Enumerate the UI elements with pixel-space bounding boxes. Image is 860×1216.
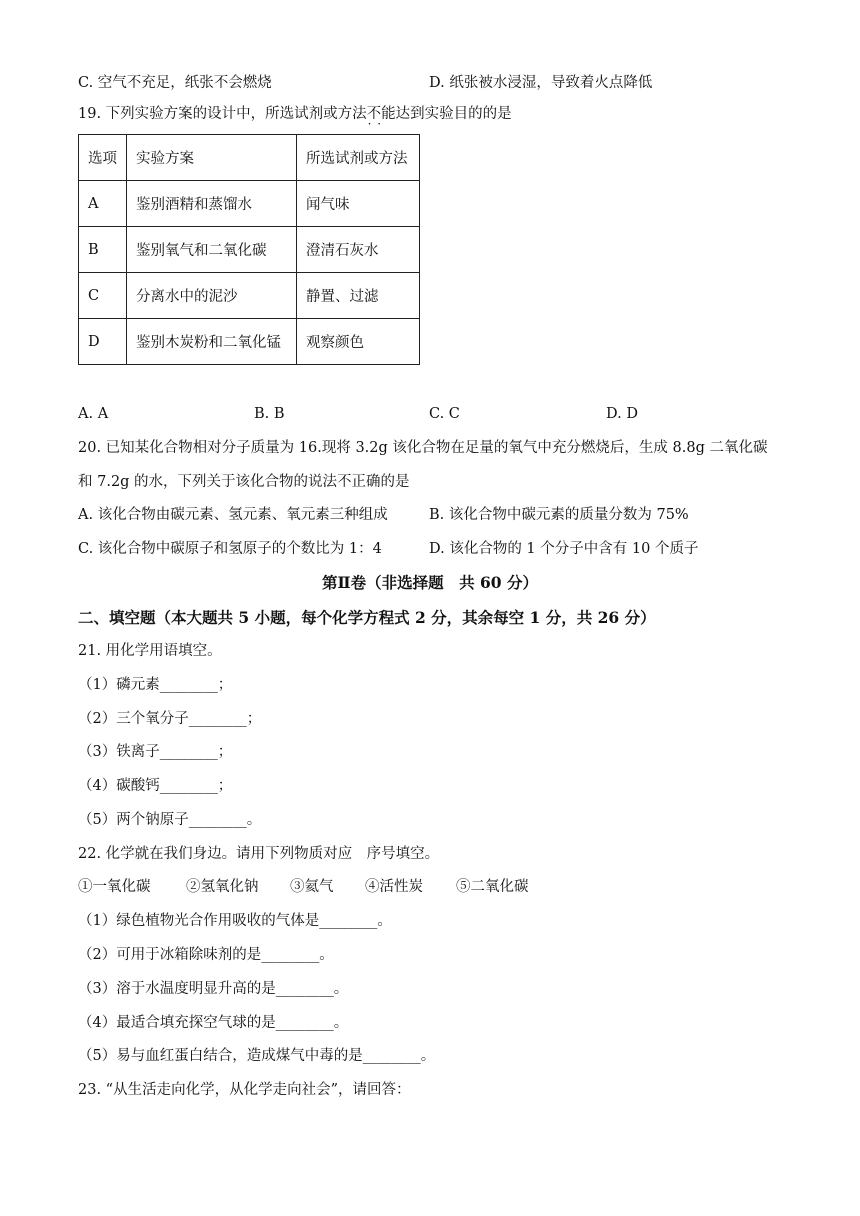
table-cell: 闻气味 <box>297 181 420 227</box>
q20-stem-line2: 和 7.2g 的水，下列关于该化合物的说法不正确的是 <box>78 474 410 490</box>
q21-item: （3）铁离子________； <box>78 744 233 760</box>
q22-item: （4）最适合填充探空气球的是________。 <box>78 1015 349 1031</box>
table-header-cell: 所选试剂或方法 <box>297 135 420 181</box>
table-cell: B <box>79 227 127 273</box>
q18-option-d: D. 纸张被水浸湿，导致着火点降低 <box>429 75 653 91</box>
table-cell: 静置、过滤 <box>297 273 420 319</box>
table-cell: 鉴别木炭粉和二氧化锰 <box>127 319 297 365</box>
table-row <box>79 181 420 227</box>
table-cell: C <box>79 273 127 319</box>
q22-item: （2）可用于冰箱除味剂的是________。 <box>78 947 334 963</box>
q19-option-b: B. B <box>254 406 285 422</box>
table-cell: 鉴别酒精和蒸馏水 <box>127 181 297 227</box>
q19-stem-pre: 19. 下列实验方案的设计中，所选试剂或方法 <box>78 106 367 122</box>
q22-item: （1）绿色植物光合作用吸收的气体是________。 <box>78 913 392 929</box>
q19-table <box>78 134 420 365</box>
table-header-cell: 选项 <box>79 135 127 181</box>
table-header-row <box>79 135 420 181</box>
q20-option-c: C. 该化合物中碳原子和氢原子的个数比为 1：4 <box>78 541 382 557</box>
q21-item: （2）三个氧分子________； <box>78 711 262 727</box>
q22-item: （5）易与血红蛋白结合，造成煤气中毒的是________。 <box>78 1048 436 1064</box>
q21-item: （5）两个钠原子________。 <box>78 812 262 828</box>
table-cell: D <box>79 319 127 365</box>
table-cell: 观察颜色 <box>297 319 420 365</box>
q20-option-b: B. 该化合物中碳元素的质量分数为 75% <box>429 507 689 523</box>
q19-option-d: D. D <box>606 406 638 422</box>
table-row <box>79 319 420 365</box>
q20-option-a: A. 该化合物由碳元素、氢元素、氧元素三种组成 <box>78 507 388 523</box>
q19-option-c: C. C <box>429 406 460 422</box>
table-cell: 澄清石灰水 <box>297 227 420 273</box>
q21-stem: 21. 用化学用语填空。 <box>78 643 222 659</box>
q19-stem-emphasis: 不能 · · <box>367 104 396 124</box>
section-title: 二、填空题（本大题共 5 小题，每个化学方程式 2 分，其余每空 1 分，共 26 分） <box>78 608 656 627</box>
q22-choice: ④活性炭 <box>365 879 423 895</box>
q19-stem-post: 达到实验目的的是 <box>395 106 512 122</box>
q22-choice: ⑤二氧化碳 <box>456 879 529 895</box>
q20-stem-line1: 20. 已知某化合物相对分子质量为 16.现将 3.2g 该化合物在足量的氧气中充分燃烧后，生成 8.8g 二氧化碳 <box>78 440 768 456</box>
part2-title: 第Ⅱ卷（非选择题 共 60 分） <box>322 573 538 592</box>
table-cell: A <box>79 181 127 227</box>
q22-stem: 22. 化学就在我们身边。请用下列物质对应 序号填空。 <box>78 846 440 862</box>
q21-item: （4）碳酸钙________； <box>78 778 233 794</box>
q19-option-a: A. A <box>78 406 109 422</box>
table-row <box>79 227 420 273</box>
q22-item: （3）溶于水温度明显升高的是________。 <box>78 981 349 997</box>
q21-item: （1）磷元素________； <box>78 677 233 693</box>
q22-choice: ③氦气 <box>290 879 334 895</box>
q23-stem: 23. “从生活走向化学，从化学走向社会”，请回答： <box>78 1082 411 1098</box>
q18-option-c: C. 空气不充足，纸张不会燃烧 <box>78 75 272 91</box>
table-row <box>79 273 420 319</box>
q22-choice: ②氢氧化钠 <box>186 879 259 895</box>
table-cell: 分离水中的泥沙 <box>127 273 297 319</box>
table-cell: 鉴别氧气和二氧化碳 <box>127 227 297 273</box>
table-header-cell: 实验方案 <box>127 135 297 181</box>
q22-choice: ①一氧化碳 <box>78 879 151 895</box>
q20-option-d: D. 该化合物的 1 个分子中含有 10 个质子 <box>429 541 699 557</box>
q19-stem <box>78 104 512 124</box>
